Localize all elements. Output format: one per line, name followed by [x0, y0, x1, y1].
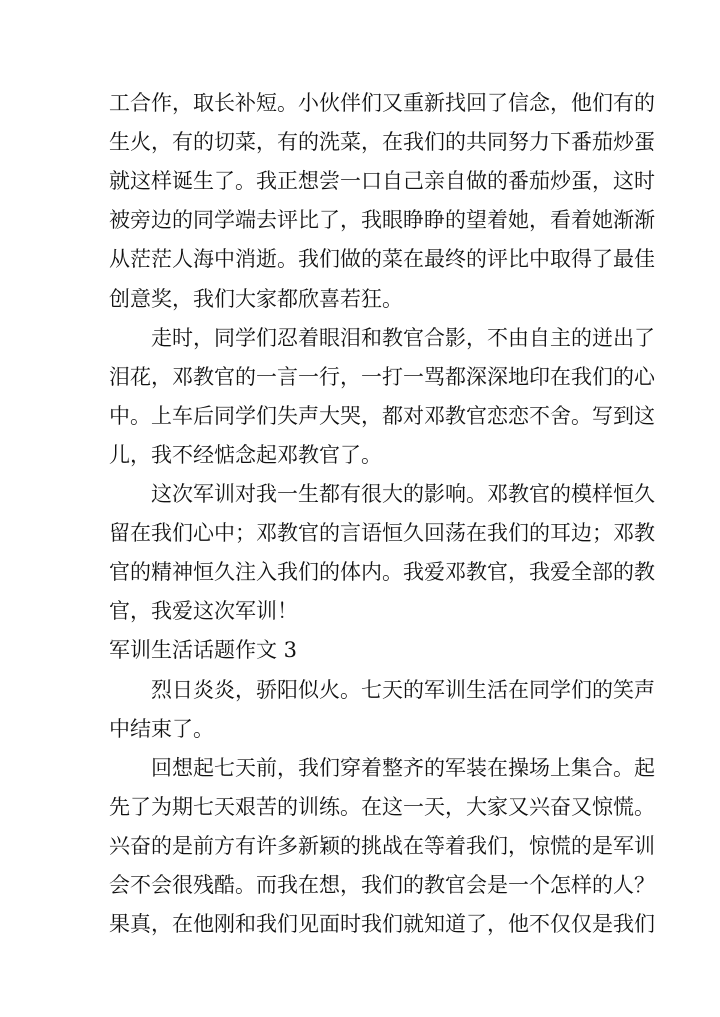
paragraph-line: 回想起七天前，我们穿着整齐的军装在操场上集合。起	[151, 756, 655, 780]
paragraph-line: 从茫茫人海中消逝。我们做的菜在最终的评比中取得了最佳	[109, 247, 655, 271]
paragraph-line: 中。上车后同学们失声大哭，都对邓教官恋恋不舍。写到这	[109, 404, 655, 428]
paragraph-line: 创意奖，我们大家都欣喜若狂。	[109, 287, 403, 311]
paragraph-line: 果真，在他刚和我们见面时我们就知道了，他不仅仅是我们	[109, 912, 655, 936]
paragraph-line: 儿，我不经惦念起邓教官了。	[109, 443, 382, 467]
paragraph-line: 就这样诞生了。我正想尝一口自己亲自做的番茄炒蛋，这时	[109, 169, 655, 193]
paragraph-line: 烈日炎炎，骄阳似火。七天的军训生活在同学们的笑声	[151, 678, 655, 702]
paragraph-line: 兴奋的是前方有许多新颖的挑战在等着我们，惊慌的是军训	[109, 834, 655, 858]
paragraph-line: 官，我爱这次军训！	[109, 599, 298, 623]
paragraph-line: 官的精神恒久注入我们的体内。我爱邓教官，我爱全部的教	[109, 560, 655, 584]
paragraph-line: 留在我们心中；邓教官的言语恒久回荡在我们的耳边；邓教	[109, 521, 655, 545]
paragraph-line: 泪花，邓教官的一言一行，一打一骂都深深地印在我们的心	[109, 365, 655, 389]
paragraph-line: 会不会很残酷。而我在想，我们的教官会是一个怎样的人？	[109, 873, 655, 897]
paragraph-line: 这次军训对我一生都有很大的影响。邓教官的模样恒久	[151, 482, 655, 506]
paragraph-line: 先了为期七天艰苦的训练。在这一天，大家又兴奋又惊慌。	[109, 795, 655, 819]
section-heading: 军训生活话题作文 3	[109, 638, 298, 662]
paragraph-line: 工合作，取长补短。小伙伴们又重新找回了信念，他们有的	[109, 91, 655, 115]
paragraph-line: 中结束了。	[109, 717, 214, 741]
paragraph-line: 生火，有的切菜，有的洗菜，在我们的共同努力下番茄炒蛋	[109, 130, 655, 154]
paragraph-line: 被旁边的同学端去评比了，我眼睁睁的望着她，看着她渐渐	[109, 208, 655, 232]
paragraph-line: 走时，同学们忍着眼泪和教官合影，不由自主的迸出了	[151, 326, 655, 350]
